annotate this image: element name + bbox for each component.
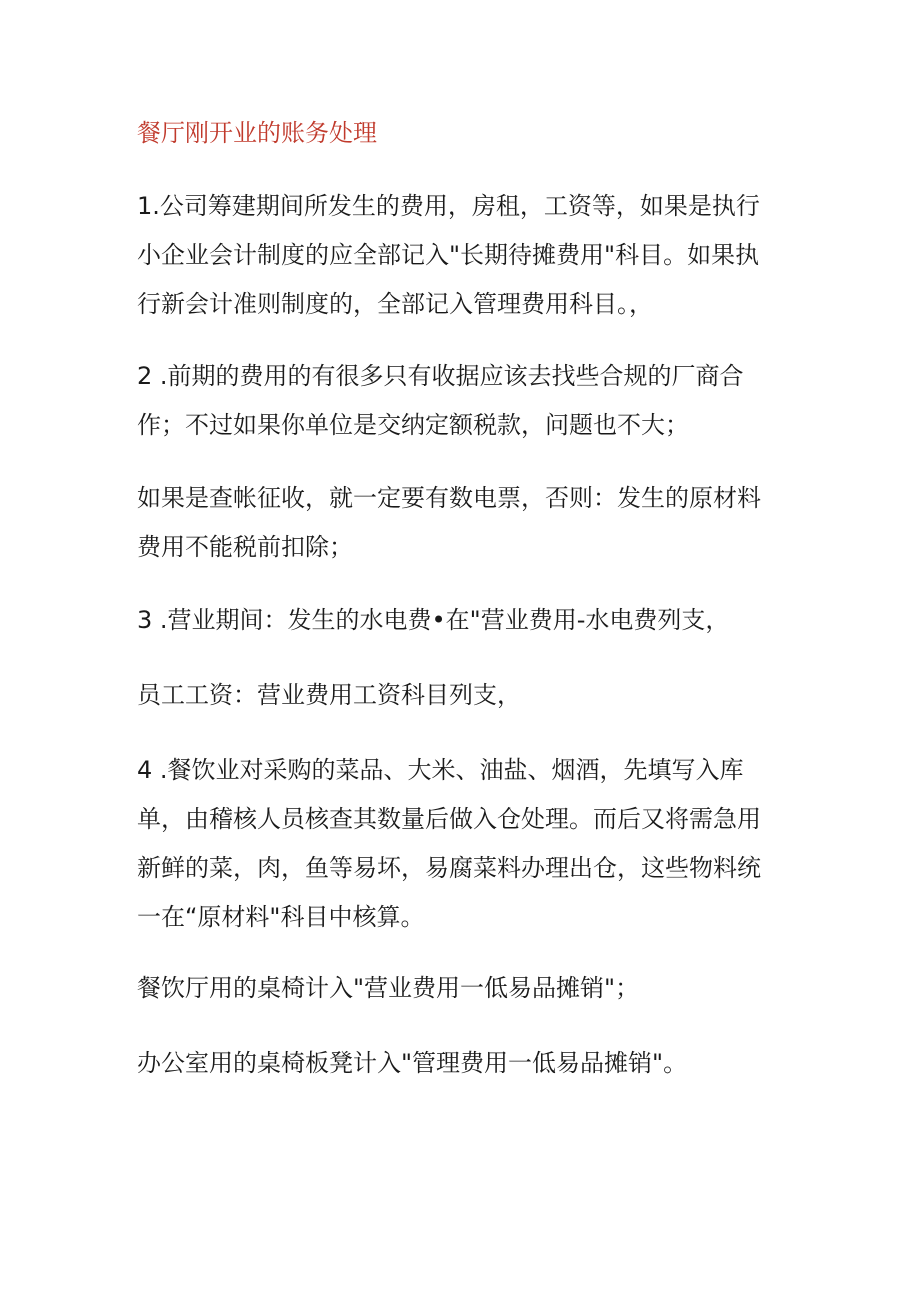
paragraph-7	[137, 964, 787, 1013]
paragraph-8	[137, 1039, 787, 1088]
paragraph-4	[137, 596, 787, 645]
paragraph-line: 办公室用的桌椅板凳计入"管理费用一低易品摊销"。	[137, 1049, 688, 1077]
paragraph-6	[137, 746, 787, 942]
paragraph-line: 2 .前期的费用的有很多只有收据应该去找些合规的厂商合	[137, 362, 744, 390]
paragraph-line: 新鲜的菜，肉，鱼等易坏，易腐菜料办理出仓，这些物料统	[137, 854, 761, 882]
paragraph-line: 3 .营业期间：发生的水电费•在"营业费用-水电费列支，	[137, 606, 730, 634]
paragraph-line: 小企业会计制度的应全部记入"长期待摊费用"科目。如果执	[137, 241, 760, 269]
paragraph-line: 4 .餐饮业对采购的菜品、大米、油盐、烟酒，先填写入库	[137, 756, 744, 784]
paragraph-2	[137, 352, 787, 450]
document-title: 餐厅刚开业的账务处理	[137, 119, 377, 147]
paragraph-line: 如果是查帐征收，就一定要有数电票，否则：发生的原材料	[137, 484, 761, 512]
paragraph-1	[137, 182, 787, 329]
paragraph-line: 作；不过如果你单位是交纳定额税款，问题也不大；	[137, 411, 689, 439]
paragraph-5	[137, 671, 787, 720]
paragraph-line: 1.公司筹建期间所发生的费用，房租，工资等，如果是执行	[137, 192, 760, 220]
paragraph-line: 单，由稽核人员核查其数量后做入仓处理。而后又将需急用	[137, 805, 761, 833]
paragraph-line: 一在“原材料"科目中核算。	[137, 903, 425, 931]
paragraph-line: 行新会计准则制度的，全部记入管理费用科目。，	[137, 290, 653, 318]
paragraph-line: 费用不能税前扣除；	[137, 533, 353, 561]
paragraph-line: 员工工资：营业费用工资科目列支，	[137, 681, 521, 709]
paragraph-line: 餐饮厅用的桌椅计入"营业费用一低易品摊销"；	[137, 974, 640, 1002]
paragraph-3	[137, 474, 787, 572]
